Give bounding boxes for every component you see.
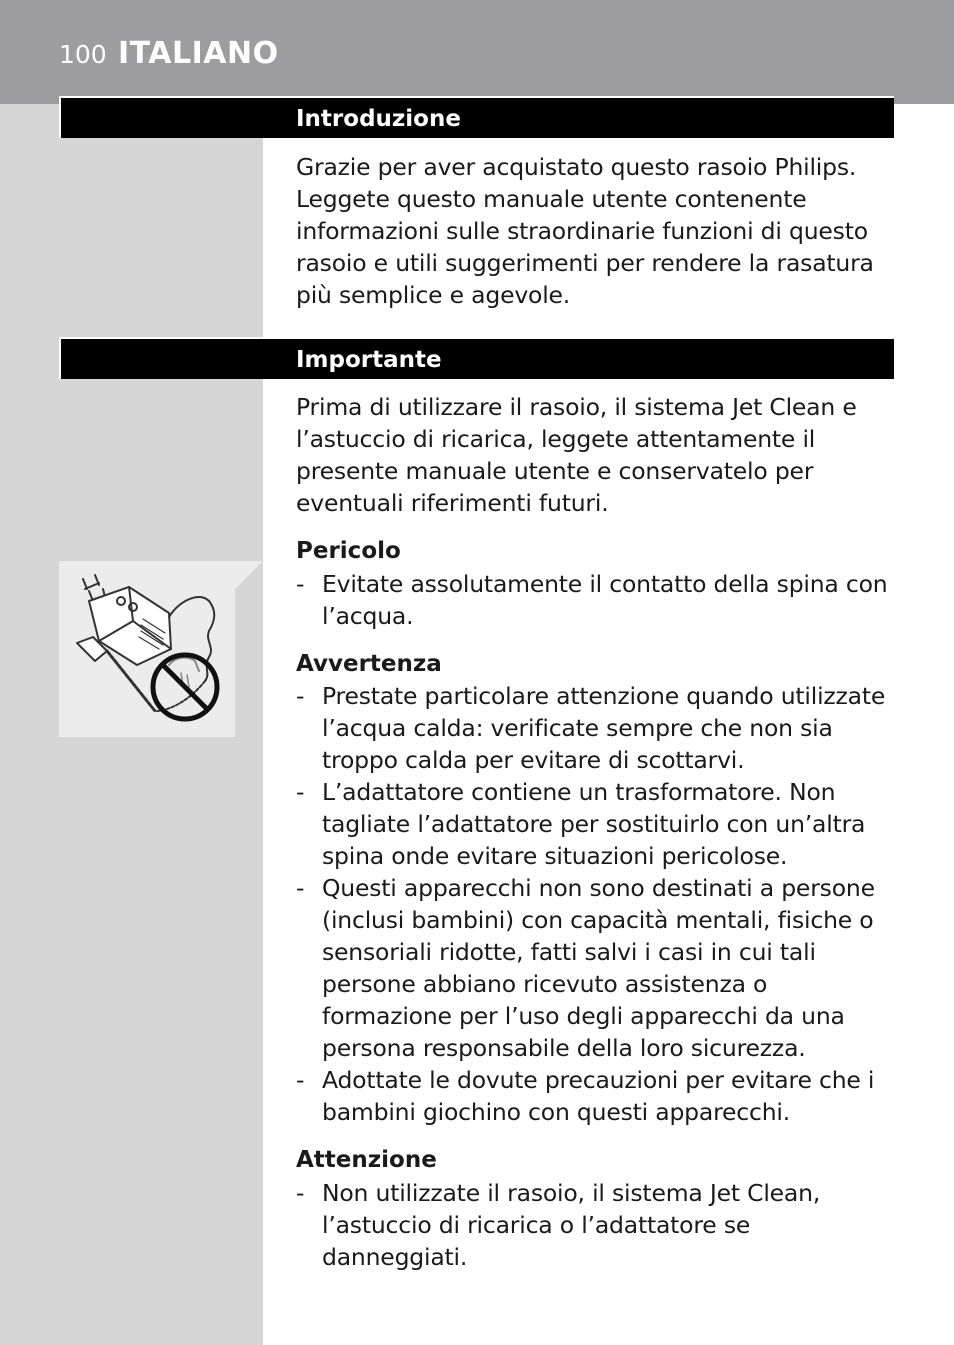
list-item-text: L’adattatore contiene un trasformatore. Non tagliate l’adattatore per sostituirlo con un’altra spina onde evitare situazioni pericolose. (322, 778, 866, 870)
section-title-introduzione: Introduzione (296, 106, 461, 132)
bullet-dash: - (296, 682, 305, 710)
list-item-text: Prestate particolare attenzione quando utilizzate l’acqua calda: verificate sempre che non sia troppo calda per evitare di scottarvi. (322, 682, 886, 774)
pericolo-heading: Pericolo (296, 538, 401, 564)
language-title: ITALIANO (118, 36, 279, 71)
intro-paragraph: Grazie per aver acquistato questo rasoio Philips. Leggete questo manuale utente contenente informazioni sulle straordinarie funzioni di questo rasoio e utili suggerimenti per rendere la rasatura più semplice e agevole. (296, 153, 874, 309)
bullet-dash: - (296, 778, 305, 806)
bullet-dash: - (296, 1066, 305, 1094)
list-item-text: Non utilizzate il rasoio, il sistema Jet Clean, l’astuccio di ricarica o l’adattatore se danneggiati. (322, 1179, 821, 1271)
bullet-dash: - (296, 1179, 305, 1207)
avvertenza-heading: Avvertenza (296, 651, 442, 677)
list-item (296, 1064, 896, 1128)
attenzione-heading: Attenzione (296, 1147, 437, 1173)
list-item (296, 776, 896, 872)
section-bar-introduzione (59, 96, 894, 138)
list-item-text: Adottate le dovute precauzioni per evitare che i bambini giochino con questi apparecchi. (322, 1066, 875, 1126)
list-item (296, 872, 896, 1064)
list-item-text: Questi apparecchi non sono destinati a persone (inclusi bambini) con capacità mentali, fisiche o sensoriali ridotte, fatti salvi i casi in cui tali persone abbiano ricevuto assistenza o formazione per l’uso degli apparecchi da una persona responsabile della loro sicurezza. (322, 874, 875, 1062)
section-bar-importante (59, 337, 894, 379)
bullet-dash: - (296, 874, 305, 902)
list-item (296, 1177, 896, 1273)
page-number: 100 (59, 40, 107, 69)
avvertenza-list (296, 680, 896, 1128)
attenzione-list (296, 1177, 896, 1273)
list-item (296, 680, 896, 776)
figure-pointer (235, 561, 263, 589)
list-item-text: Evitate assolutamente il contatto della spina con l’acqua. (322, 570, 888, 630)
no-water-adapter-icon (59, 561, 235, 737)
list-item (296, 568, 896, 632)
figure-adapter-no-water (59, 561, 235, 737)
pericolo-list (296, 568, 896, 632)
bullet-dash: - (296, 570, 305, 598)
section-title-importante: Importante (296, 347, 442, 373)
important-paragraph: Prima di utilizzare il rasoio, il sistema Jet Clean e l’astuccio di ricarica, leggete attentamente il presente manuale utente e conservatelo per eventuali riferimenti futuri. (296, 393, 857, 517)
